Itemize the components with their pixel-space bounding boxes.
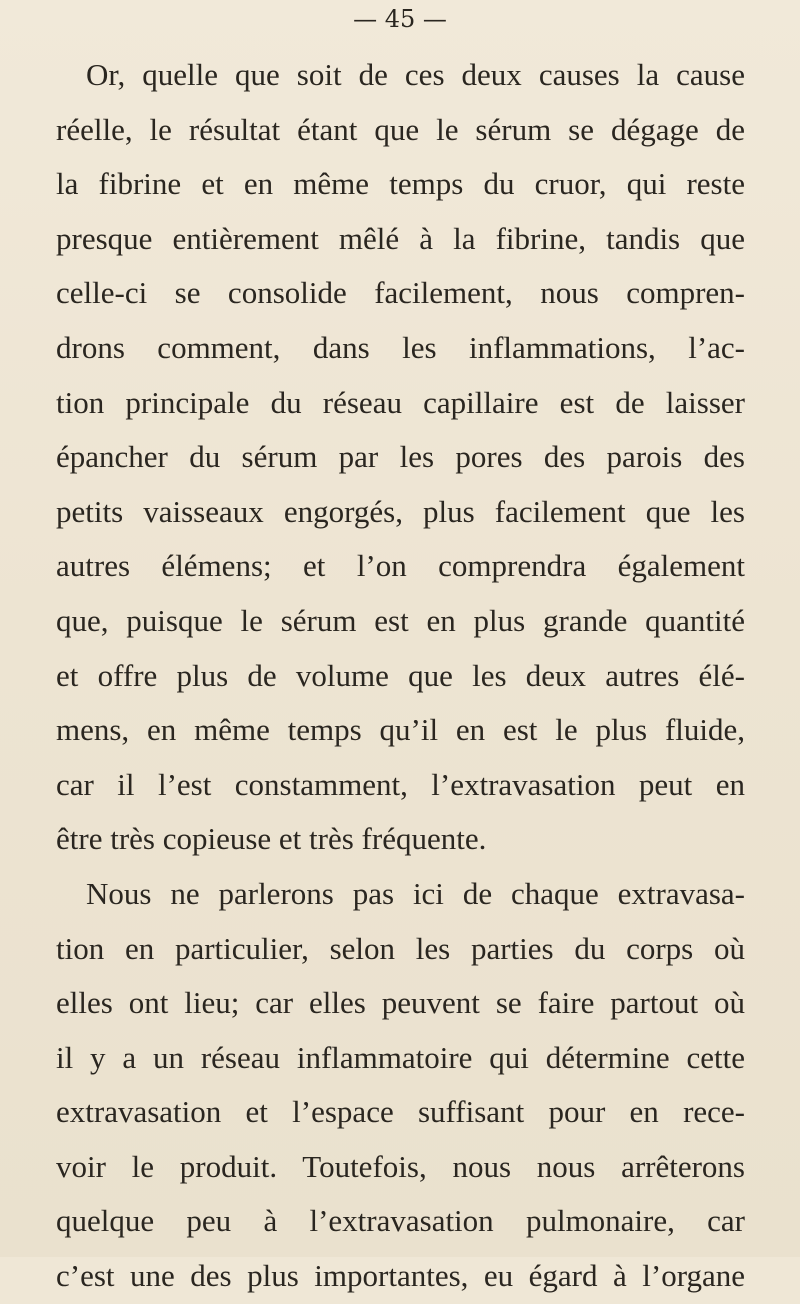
- text-line: être très copieuse et très fréquente.: [56, 821, 487, 857]
- text-line: tion en particulier, selon les parties du corps où: [56, 930, 745, 966]
- text-line: la fibrine et en même temps du cruor, qui reste: [56, 166, 745, 202]
- text-line: et offre plus de volume que les deux autres élé-: [56, 657, 745, 693]
- text-line: voir le produit. Toutefois, nous nous arrêterons: [56, 1148, 745, 1184]
- page-number: — 45 —: [353, 5, 447, 33]
- text-line: petits vaisseaux engorgés, plus facilement que les: [56, 493, 745, 529]
- text-line: autres élémens; et l’on comprendra également: [56, 548, 745, 584]
- text-line: il y a un réseau inflammatoire qui détermine cette: [56, 1039, 745, 1075]
- text-line: que, puisque le sérum est en plus grande quantité: [56, 602, 745, 638]
- body-text: [56, 48, 745, 1304]
- text-line: car il l’est constamment, l’extravasation peut en: [56, 766, 745, 802]
- text-line: épancher du sérum par les pores des parois des: [56, 439, 745, 475]
- text-line: elles ont lieu; car elles peuvent se faire partout où: [56, 985, 745, 1021]
- text-line: celle-ci se consolide facilement, nous compren-: [56, 275, 745, 311]
- text-line: réelle, le résultat étant que le sérum se dégage de: [56, 111, 745, 147]
- text-line: extravasation et l’espace suffisant pour en rece-: [56, 1094, 745, 1130]
- text-line: drons comment, dans les inflammations, l’ac-: [56, 329, 745, 365]
- text-line: Nous ne parlerons pas ici de chaque extravasa-: [86, 875, 745, 911]
- text-line: c’est une des plus importantes, eu égard à l’organe: [56, 1258, 745, 1294]
- text-line: Or, quelle que soit de ces deux causes la cause: [86, 57, 745, 92]
- text-line: quelque peu à l’extravasation pulmonaire, car: [56, 1203, 745, 1239]
- text-line: presque entièrement mêlé à la fibrine, tandis que: [56, 220, 745, 256]
- text-line: mens, en même temps qu’il en est le plus fluide,: [56, 712, 745, 748]
- text-line: tion principale du réseau capillaire est de laisser: [56, 384, 745, 420]
